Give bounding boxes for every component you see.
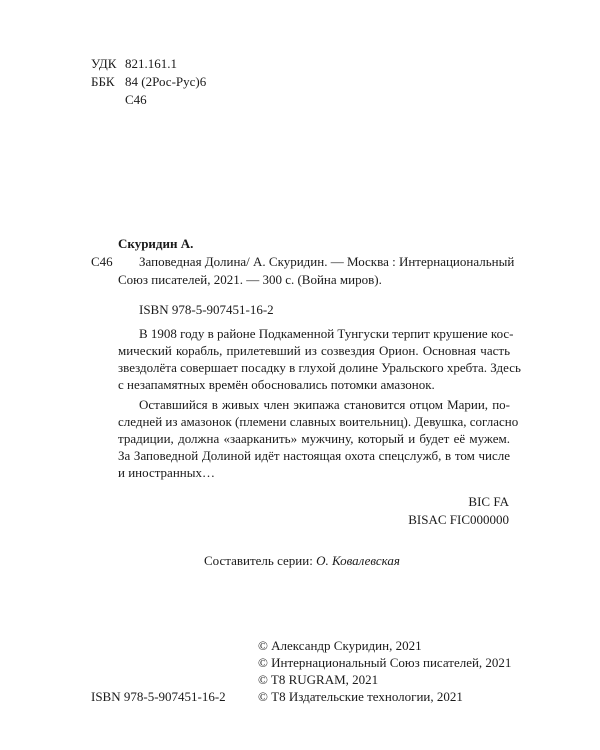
annotation-line: За Заповедной Долиной идёт настоящая охота спецслужб, в том числе bbox=[118, 448, 510, 463]
record-author: Скуридин А. bbox=[118, 236, 194, 251]
bbk-label: ББК bbox=[91, 74, 115, 89]
annotation-line: с незапамятных времён обосновались потомки амазонок. bbox=[118, 377, 435, 392]
copyright-line: © Интернациональный Союз писателей, 2021 bbox=[258, 655, 512, 670]
copyright-line: © Т8 Издательские технологии, 2021 bbox=[258, 689, 463, 704]
annotation-paragraph-1 bbox=[118, 325, 521, 393]
copyright-line: © Александр Скуридин, 2021 bbox=[258, 638, 422, 653]
record-title-line2: Союз писателей, 2021. — 300 с. (Война миров). bbox=[118, 272, 382, 287]
record-title-line1: Заповедная Долина/ А. Скуридин. — Москва : Интернациональный bbox=[139, 254, 515, 269]
annotation-line: и иностранных… bbox=[118, 465, 215, 480]
series-compiler bbox=[204, 552, 400, 569]
udk-label: УДК bbox=[91, 56, 117, 71]
annotation-line: мический корабль, прилетевший из созвездия Орион. Основная часть bbox=[118, 343, 510, 358]
bisac-code: BISAC FIC000000 bbox=[408, 512, 509, 527]
series-name: О. Ковалевская bbox=[316, 553, 400, 568]
footer-isbn: ISBN 978-5-907451-16-2 bbox=[91, 689, 226, 704]
udk-value: 821.161.1 bbox=[125, 56, 177, 71]
record-mark: С46 bbox=[91, 254, 113, 269]
annotation-line: Оставшийся в живых член экипажа становится отцом Марии, по- bbox=[139, 397, 510, 412]
record-isbn: ISBN 978-5-907451-16-2 bbox=[139, 302, 274, 317]
annotation-line: В 1908 году в районе Подкаменной Тунгуски терпит крушение кос- bbox=[139, 326, 514, 341]
bbk-value: 84 (2Рос-Рус)6 bbox=[125, 74, 207, 89]
bic-code: BIC FA bbox=[468, 494, 509, 509]
annotation-paragraph-2 bbox=[118, 396, 519, 481]
annotation-line: звездолёта совершает посадку в глухой долине Уральского хребта. Здесь bbox=[118, 360, 521, 375]
series-label: Составитель серии: bbox=[204, 553, 313, 568]
udk-row bbox=[91, 55, 177, 72]
bbk-row bbox=[91, 73, 206, 90]
copyright-line: © T8 RUGRAM, 2021 bbox=[258, 672, 379, 687]
author-mark: С46 bbox=[125, 92, 147, 107]
annotation-line: следней из амазонок (племени славных воительниц). Девушка, согласно bbox=[118, 414, 519, 429]
annotation-line: традиции, должна «заарканить» мужчину, который и будет её мужем. bbox=[118, 431, 510, 446]
